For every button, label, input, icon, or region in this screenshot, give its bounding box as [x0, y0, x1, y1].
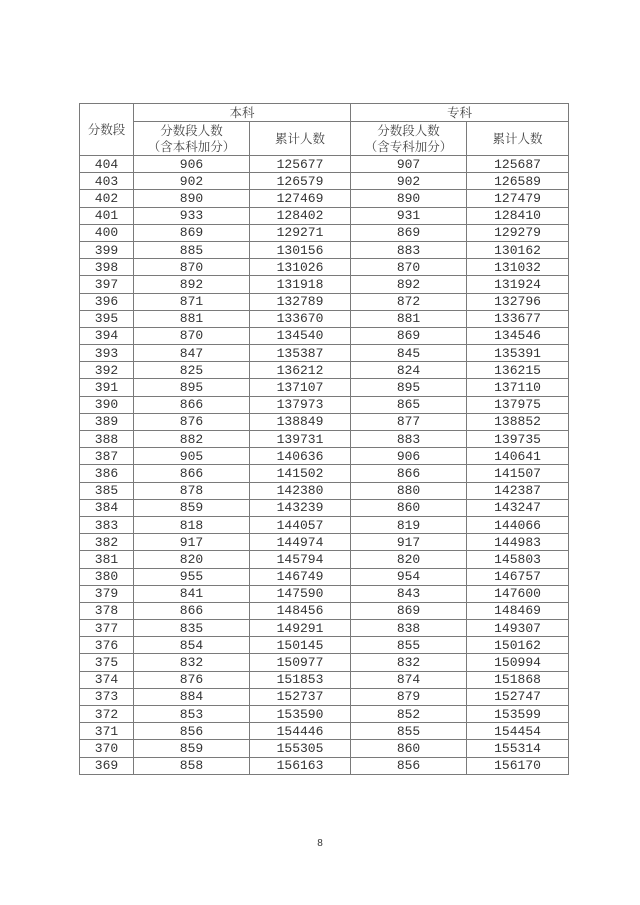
cell-benke-cumulative: 146749	[250, 568, 351, 585]
cell-zhuanke-count: 883	[351, 241, 467, 258]
header-benke-count	[134, 122, 250, 156]
table-row	[80, 207, 569, 224]
cell-benke-count: 876	[134, 413, 250, 430]
cell-benke-cumulative: 135387	[250, 345, 351, 362]
cell-benke-count: 853	[134, 706, 250, 723]
cell-zhuanke-count: 824	[351, 362, 467, 379]
cell-zhuanke-cumulative: 141507	[467, 465, 569, 482]
table-row	[80, 241, 569, 258]
cell-benke-count: 882	[134, 431, 250, 448]
cell-zhuanke-count: 843	[351, 585, 467, 602]
cell-zhuanke-cumulative: 145803	[467, 551, 569, 568]
cell-zhuanke-cumulative: 134546	[467, 327, 569, 344]
cell-benke-cumulative: 131026	[250, 259, 351, 276]
cell-benke-cumulative: 140636	[250, 448, 351, 465]
cell-zhuanke-cumulative: 132796	[467, 293, 569, 310]
cell-zhuanke-count: 845	[351, 345, 467, 362]
table-row	[80, 276, 569, 293]
cell-benke-cumulative: 132789	[250, 293, 351, 310]
cell-zhuanke-count: 838	[351, 620, 467, 637]
cell-score: 391	[80, 379, 134, 396]
table-row	[80, 293, 569, 310]
cell-benke-count: 869	[134, 224, 250, 241]
cell-zhuanke-cumulative: 148469	[467, 602, 569, 619]
cell-zhuanke-cumulative: 128410	[467, 207, 569, 224]
cell-score: 373	[80, 688, 134, 705]
cell-score: 402	[80, 190, 134, 207]
cell-zhuanke-count: 874	[351, 671, 467, 688]
cell-score: 371	[80, 723, 134, 740]
cell-benke-count: 871	[134, 293, 250, 310]
table-row	[80, 465, 569, 482]
table-row	[80, 551, 569, 568]
table-row	[80, 413, 569, 430]
cell-benke-count: 866	[134, 396, 250, 413]
cell-benke-cumulative: 137107	[250, 379, 351, 396]
header-group-benke: 本科	[134, 104, 351, 122]
cell-benke-count: 825	[134, 362, 250, 379]
cell-zhuanke-count: 866	[351, 465, 467, 482]
cell-benke-count: 895	[134, 379, 250, 396]
cell-benke-count: 841	[134, 585, 250, 602]
page-number: 8	[317, 838, 323, 849]
cell-zhuanke-cumulative: 139735	[467, 431, 569, 448]
cell-benke-count: 859	[134, 740, 250, 757]
table-row	[80, 568, 569, 585]
cell-benke-cumulative: 155305	[250, 740, 351, 757]
cell-zhuanke-cumulative: 131032	[467, 259, 569, 276]
cell-score: 370	[80, 740, 134, 757]
cell-zhuanke-count: 881	[351, 310, 467, 327]
cell-score: 396	[80, 293, 134, 310]
header-zhuanke-count	[351, 122, 467, 156]
cell-benke-cumulative: 143239	[250, 499, 351, 516]
table-row	[80, 706, 569, 723]
cell-score: 380	[80, 568, 134, 585]
cell-score: 395	[80, 310, 134, 327]
cell-zhuanke-count: 954	[351, 568, 467, 585]
cell-score: 374	[80, 671, 134, 688]
table-header	[80, 104, 569, 156]
cell-benke-cumulative: 138849	[250, 413, 351, 430]
cell-score: 384	[80, 499, 134, 516]
cell-zhuanke-cumulative: 125687	[467, 156, 569, 173]
cell-zhuanke-cumulative: 143247	[467, 499, 569, 516]
cell-score: 379	[80, 585, 134, 602]
cell-score: 403	[80, 173, 134, 190]
cell-score: 369	[80, 757, 134, 774]
cell-benke-cumulative: 130156	[250, 241, 351, 258]
table-row	[80, 688, 569, 705]
cell-zhuanke-cumulative: 130162	[467, 241, 569, 258]
cell-benke-cumulative: 152737	[250, 688, 351, 705]
cell-zhuanke-count: 865	[351, 396, 467, 413]
cell-benke-count: 866	[134, 602, 250, 619]
cell-score: 376	[80, 637, 134, 654]
header-group-zhuanke: 专科	[351, 104, 569, 122]
cell-zhuanke-count: 890	[351, 190, 467, 207]
cell-benke-count: 820	[134, 551, 250, 568]
cell-benke-count: 905	[134, 448, 250, 465]
cell-score: 372	[80, 706, 134, 723]
cell-score: 389	[80, 413, 134, 430]
cell-zhuanke-count: 872	[351, 293, 467, 310]
cell-benke-count: 818	[134, 516, 250, 533]
cell-zhuanke-cumulative: 147600	[467, 585, 569, 602]
cell-zhuanke-count: 931	[351, 207, 467, 224]
table-row	[80, 620, 569, 637]
table-row	[80, 585, 569, 602]
cell-zhuanke-cumulative: 150994	[467, 654, 569, 671]
cell-zhuanke-count: 907	[351, 156, 467, 173]
cell-zhuanke-cumulative: 149307	[467, 620, 569, 637]
table-row	[80, 327, 569, 344]
cell-benke-cumulative: 154446	[250, 723, 351, 740]
cell-benke-count: 955	[134, 568, 250, 585]
table-row	[80, 534, 569, 551]
cell-score: 377	[80, 620, 134, 637]
cell-score: 392	[80, 362, 134, 379]
cell-zhuanke-count: 856	[351, 757, 467, 774]
cell-zhuanke-count: 819	[351, 516, 467, 533]
header-score-range: 分数段	[80, 104, 134, 156]
cell-zhuanke-cumulative: 144983	[467, 534, 569, 551]
cell-benke-cumulative: 128402	[250, 207, 351, 224]
table-row	[80, 740, 569, 757]
cell-benke-cumulative: 144974	[250, 534, 351, 551]
table-row	[80, 345, 569, 362]
cell-zhuanke-count: 832	[351, 654, 467, 671]
cell-benke-count: 854	[134, 637, 250, 654]
cell-score: 387	[80, 448, 134, 465]
cell-benke-cumulative: 149291	[250, 620, 351, 637]
cell-benke-count: 866	[134, 465, 250, 482]
cell-score: 404	[80, 156, 134, 173]
table-row	[80, 259, 569, 276]
cell-zhuanke-count: 870	[351, 259, 467, 276]
cell-zhuanke-cumulative: 127479	[467, 190, 569, 207]
cell-score: 382	[80, 534, 134, 551]
cell-zhuanke-cumulative: 131924	[467, 276, 569, 293]
cell-benke-count: 870	[134, 327, 250, 344]
cell-score: 399	[80, 241, 134, 258]
cell-benke-cumulative: 151853	[250, 671, 351, 688]
table-row	[80, 637, 569, 654]
cell-score: 381	[80, 551, 134, 568]
cell-zhuanke-count: 917	[351, 534, 467, 551]
table-row	[80, 156, 569, 173]
cell-zhuanke-count: 855	[351, 723, 467, 740]
cell-benke-cumulative: 150977	[250, 654, 351, 671]
cell-zhuanke-count: 880	[351, 482, 467, 499]
table-row	[80, 190, 569, 207]
cell-benke-cumulative: 137973	[250, 396, 351, 413]
cell-benke-cumulative: 141502	[250, 465, 351, 482]
table-row	[80, 396, 569, 413]
cell-benke-cumulative: 133670	[250, 310, 351, 327]
cell-score: 393	[80, 345, 134, 362]
table-row	[80, 173, 569, 190]
cell-benke-cumulative: 147590	[250, 585, 351, 602]
cell-zhuanke-count: 879	[351, 688, 467, 705]
cell-zhuanke-cumulative: 146757	[467, 568, 569, 585]
cell-zhuanke-cumulative: 129279	[467, 224, 569, 241]
table-row	[80, 516, 569, 533]
cell-zhuanke-cumulative: 133677	[467, 310, 569, 327]
table-body	[80, 156, 569, 775]
cell-zhuanke-cumulative: 144066	[467, 516, 569, 533]
cell-benke-count: 876	[134, 671, 250, 688]
cell-zhuanke-cumulative: 155314	[467, 740, 569, 757]
cell-benke-count: 859	[134, 499, 250, 516]
cell-zhuanke-count: 902	[351, 173, 467, 190]
cell-benke-cumulative: 125677	[250, 156, 351, 173]
cell-zhuanke-count: 855	[351, 637, 467, 654]
cell-zhuanke-count: 883	[351, 431, 467, 448]
cell-benke-count: 878	[134, 482, 250, 499]
cell-zhuanke-cumulative: 137975	[467, 396, 569, 413]
cell-benke-cumulative: 153590	[250, 706, 351, 723]
table-row	[80, 602, 569, 619]
header-benke-cumulative: 累计人数	[250, 122, 351, 156]
cell-benke-count: 835	[134, 620, 250, 637]
cell-score: 385	[80, 482, 134, 499]
cell-score: 378	[80, 602, 134, 619]
cell-benke-count: 885	[134, 241, 250, 258]
cell-zhuanke-cumulative: 135391	[467, 345, 569, 362]
table-row	[80, 671, 569, 688]
table-row	[80, 310, 569, 327]
table-row	[80, 757, 569, 774]
cell-benke-cumulative: 150145	[250, 637, 351, 654]
table-row	[80, 654, 569, 671]
table-row	[80, 499, 569, 516]
cell-score: 397	[80, 276, 134, 293]
cell-score: 398	[80, 259, 134, 276]
cell-zhuanke-cumulative: 140641	[467, 448, 569, 465]
cell-benke-cumulative: 131918	[250, 276, 351, 293]
cell-zhuanke-cumulative: 126589	[467, 173, 569, 190]
cell-zhuanke-count: 869	[351, 602, 467, 619]
cell-zhuanke-count: 860	[351, 499, 467, 516]
cell-score: 386	[80, 465, 134, 482]
cell-benke-cumulative: 134540	[250, 327, 351, 344]
cell-zhuanke-count: 877	[351, 413, 467, 430]
header-benke-count-line2: （含本科加分）	[147, 138, 236, 154]
header-zhuanke-cumulative: 累计人数	[467, 122, 569, 156]
cell-benke-count: 902	[134, 173, 250, 190]
cell-zhuanke-count: 820	[351, 551, 467, 568]
cell-zhuanke-cumulative: 138852	[467, 413, 569, 430]
table-row	[80, 362, 569, 379]
cell-zhuanke-cumulative: 151868	[467, 671, 569, 688]
table-row	[80, 448, 569, 465]
cell-benke-count: 858	[134, 757, 250, 774]
cell-zhuanke-count: 869	[351, 224, 467, 241]
cell-zhuanke-cumulative: 136215	[467, 362, 569, 379]
header-zhuanke-count-line2: （含专科加分）	[364, 138, 453, 154]
cell-benke-count: 832	[134, 654, 250, 671]
cell-benke-cumulative: 127469	[250, 190, 351, 207]
cell-benke-count: 906	[134, 156, 250, 173]
cell-zhuanke-cumulative: 150162	[467, 637, 569, 654]
cell-benke-count: 933	[134, 207, 250, 224]
table-row	[80, 431, 569, 448]
cell-score: 401	[80, 207, 134, 224]
cell-benke-count: 890	[134, 190, 250, 207]
cell-benke-count: 917	[134, 534, 250, 551]
cell-zhuanke-count: 906	[351, 448, 467, 465]
cell-benke-count: 847	[134, 345, 250, 362]
cell-benke-cumulative: 156163	[250, 757, 351, 774]
cell-zhuanke-cumulative: 156170	[467, 757, 569, 774]
cell-benke-cumulative: 129271	[250, 224, 351, 241]
table-row	[80, 379, 569, 396]
cell-benke-count: 870	[134, 259, 250, 276]
cell-score: 375	[80, 654, 134, 671]
cell-benke-cumulative: 148456	[250, 602, 351, 619]
cell-zhuanke-count: 860	[351, 740, 467, 757]
cell-score: 390	[80, 396, 134, 413]
cell-zhuanke-cumulative: 152747	[467, 688, 569, 705]
table-row	[80, 723, 569, 740]
cell-score: 388	[80, 431, 134, 448]
cell-benke-cumulative: 136212	[250, 362, 351, 379]
cell-zhuanke-count: 895	[351, 379, 467, 396]
cell-benke-cumulative: 126579	[250, 173, 351, 190]
cell-benke-cumulative: 142380	[250, 482, 351, 499]
cell-benke-count: 856	[134, 723, 250, 740]
cell-zhuanke-count: 852	[351, 706, 467, 723]
cell-zhuanke-cumulative: 154454	[467, 723, 569, 740]
cell-benke-cumulative: 145794	[250, 551, 351, 568]
table-row	[80, 224, 569, 241]
cell-score: 400	[80, 224, 134, 241]
score-distribution-table	[79, 103, 569, 775]
cell-benke-cumulative: 144057	[250, 516, 351, 533]
cell-score: 383	[80, 516, 134, 533]
cell-benke-count: 881	[134, 310, 250, 327]
table-row	[80, 482, 569, 499]
header-zhuanke-count-line1: 分数段人数	[377, 122, 440, 138]
cell-zhuanke-count: 892	[351, 276, 467, 293]
header-benke-count-line1: 分数段人数	[160, 122, 223, 138]
cell-benke-count: 892	[134, 276, 250, 293]
cell-zhuanke-cumulative: 137110	[467, 379, 569, 396]
cell-zhuanke-count: 869	[351, 327, 467, 344]
cell-score: 394	[80, 327, 134, 344]
cell-benke-cumulative: 139731	[250, 431, 351, 448]
cell-zhuanke-cumulative: 142387	[467, 482, 569, 499]
cell-zhuanke-cumulative: 153599	[467, 706, 569, 723]
cell-benke-count: 884	[134, 688, 250, 705]
